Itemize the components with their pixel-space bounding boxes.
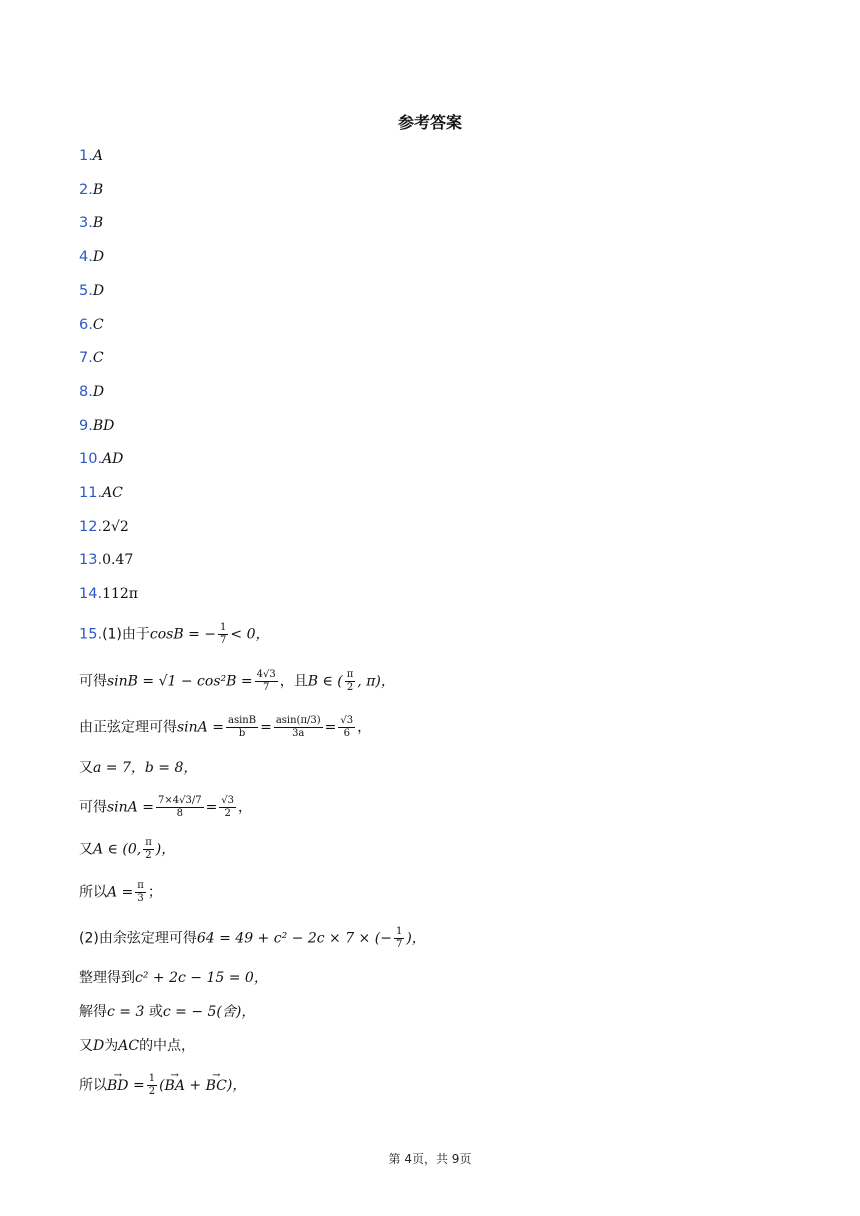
solution-line-7: 所以A = $\frac{\pi}{3}$ ； <box>79 880 162 904</box>
solution-line-5: 可得sinA = $\frac{7\times 4√3/7}{8}$ = $\frac{√3}{2}$ ， <box>79 795 253 819</box>
solution-line-6: 又A ∈ (0, $\frac{\pi}{2}$ )， <box>79 837 176 861</box>
solution-line-1 <box>79 622 269 647</box>
answer-item <box>79 448 123 470</box>
formula: sinB = √1 − cos²B = <box>107 673 253 690</box>
answer-number: 6. <box>79 316 93 333</box>
formula: B ∈ ( <box>307 673 343 690</box>
answer-number: 8. <box>79 383 93 400</box>
answer-value: D <box>92 249 105 266</box>
vector-bd: → BD <box>107 1075 129 1097</box>
fraction: $\frac{1}{7}$ <box>220 622 227 646</box>
answer-number: 13. <box>79 552 103 569</box>
fraction: $\frac{\pi}{2}$ <box>145 837 152 861</box>
solution-line-12: 所以→ BD = $\frac{1}{2}$ (→ BA + → BC)， <box>79 1073 246 1098</box>
answer-number: 11. <box>79 485 103 501</box>
text: ，且 <box>279 673 308 690</box>
answer-item <box>79 246 104 268</box>
answer-item <box>79 583 138 605</box>
formula: sinA = <box>107 799 154 816</box>
answer-value: D <box>92 282 105 299</box>
formula: < 0， <box>230 626 270 643</box>
fraction: $\frac{asinB}{b}$ <box>227 715 257 739</box>
solution-line-9: 整理得到c² + 2c − 15 = 0， <box>79 970 268 986</box>
formula: A = <box>107 884 134 901</box>
formula: c = 3 <box>107 1004 145 1020</box>
text: 可得 <box>79 673 107 690</box>
solution-line-3: 由正弦定理可得sinA = $\frac{asinB}{b}$ = $\frac{asin(\pi/3)}{3a}$ = $\frac{√3}{6}$ ， <box>79 715 372 739</box>
answer-item <box>79 415 114 437</box>
fraction: $\frac{1}{7}$ <box>395 926 403 950</box>
answer-item <box>79 145 103 167</box>
answer-item <box>79 280 104 302</box>
answer-number: 14. <box>79 586 103 603</box>
solution-line-10: 解得c = 3 或c = − 5(舍)， <box>79 1004 256 1020</box>
text: 由正弦定理可得 <box>79 719 177 736</box>
fraction: $\frac{7\times 4√3/7}{8}$ <box>157 795 202 819</box>
answer-item <box>79 179 103 201</box>
formula: , π)， <box>357 673 395 690</box>
answer-item <box>79 516 129 538</box>
question-number: 15. <box>79 626 103 643</box>
fraction: $\frac{asin(\pi/3)}{3a}$ <box>275 715 321 739</box>
answer-value: 2√2 <box>102 518 129 535</box>
formula: A ∈ (0, <box>93 841 142 858</box>
vector-ba: → BA <box>165 1075 185 1097</box>
answer-value: B <box>92 181 104 198</box>
answer-value: D <box>92 383 105 400</box>
solution-line-4: 又a = 7，b = 8， <box>79 760 198 776</box>
vector-bc: → BC <box>206 1075 227 1097</box>
answer-value: C <box>92 350 104 367</box>
formula: 64 = 49 + c² − 2c × 7 × (− <box>196 930 392 947</box>
answer-number: 9. <box>79 417 93 434</box>
fraction: $\frac{\pi}{3}$ <box>137 880 144 904</box>
answer-number: 12. <box>79 518 103 535</box>
answer-item <box>79 314 104 336</box>
fraction: $\frac{√3}{2}$ <box>221 795 235 819</box>
answer-number: 3. <box>79 215 93 232</box>
answer-value: AC <box>102 485 123 501</box>
answer-value: AD <box>102 451 124 468</box>
answer-value: 112π <box>102 586 138 603</box>
formula: c² + 2c − 15 = 0， <box>135 970 268 986</box>
answer-number: 5. <box>79 282 93 299</box>
text: (1)由于 <box>102 626 150 643</box>
solution-line-11: 又D为AC的中点， <box>79 1038 196 1054</box>
answer-number: 4. <box>79 249 93 266</box>
fraction: $\frac{4√3}{7}$ <box>256 669 276 693</box>
fraction: $\frac{√3}{6}$ <box>340 715 354 739</box>
answer-number: 1. <box>79 148 93 164</box>
answer-item <box>79 549 133 571</box>
page-footer: 第 4页，共 9页 <box>388 1152 472 1166</box>
answer-number: 10. <box>79 451 103 468</box>
answer-value: A <box>92 148 103 164</box>
answer-number: 7. <box>79 350 93 367</box>
answer-item <box>79 212 103 234</box>
solution-line-2 <box>79 669 395 694</box>
answer-item <box>79 381 104 403</box>
answer-value: C <box>92 316 104 333</box>
fraction: $\frac{\pi}{2}$ <box>346 669 354 693</box>
page-title: 参考答案 <box>397 113 462 132</box>
formula: cosB = − <box>149 626 217 643</box>
answer-value: B <box>92 215 104 232</box>
fraction: $\frac{1}{2}$ <box>148 1073 156 1097</box>
answer-number: 2. <box>79 181 93 198</box>
solution-line-8: (2)由余弦定理可得64 = 49 + c² − 2c × 7 × (− $\frac{1}{7}$ )， <box>79 926 426 950</box>
formula: a = 7，b = 8， <box>93 760 198 776</box>
answer-value: BD <box>92 417 115 434</box>
answer-value: 0.47 <box>102 552 134 569</box>
formula: c = − 5(舍)， <box>162 1004 256 1020</box>
answer-item <box>79 482 123 504</box>
answer-item <box>79 347 104 369</box>
formula: sinA = <box>177 719 224 736</box>
